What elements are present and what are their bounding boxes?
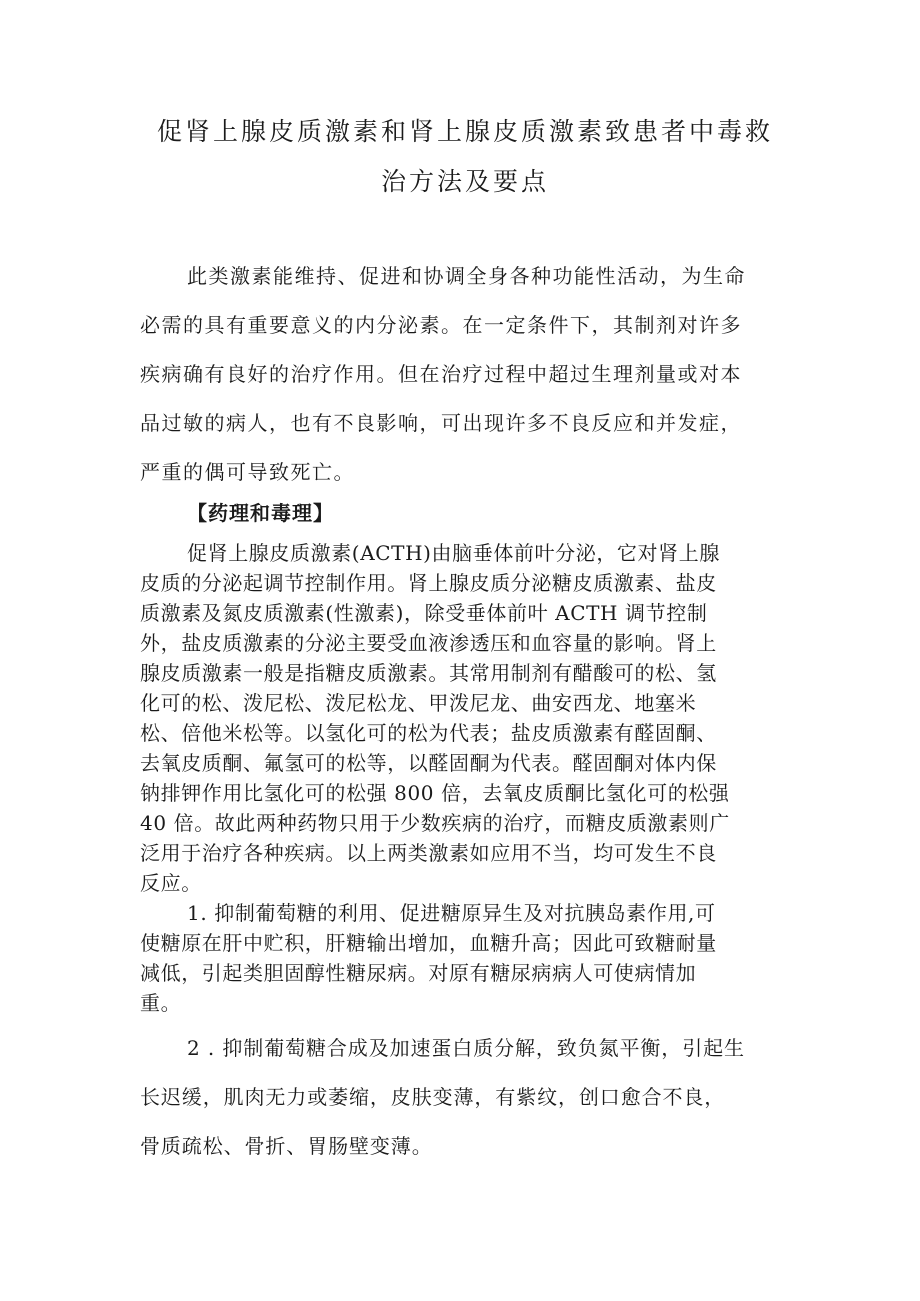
pharm-line: 化可的松、泼尼松、泼尼松龙、甲泼尼龙、曲安西龙、地塞米 [140, 691, 697, 715]
intro-line: 此类激素能维持、促进和协调全身各种功能性活动，为生命 [187, 264, 746, 288]
pharm-line: 去氧皮质酮、氟氢可的松等，以醛固酮为代表。醛固酮对体内保 [140, 751, 717, 775]
item1-line: 1. 抑制葡萄糖的利用、促进糖原异生及对抗胰岛素作用,可 [187, 901, 716, 925]
title-line-2: 治方法及要点 [380, 167, 549, 196]
item2-line: 骨质疏松、骨折、胃肠壁变薄。 [140, 1134, 433, 1158]
item2-line: 2 . 抑制葡萄糖合成及加速蛋白质分解，致负氮平衡，引起生 [187, 1036, 745, 1060]
pharm-line: 松、倍他米松等。以氢化可的松为代表；盐皮质激素有醛固酮、 [140, 721, 717, 745]
pharm-line: 外，盐皮质激素的分泌主要受血液渗透压和血容量的影响。肾上 [140, 631, 717, 655]
item1-line: 重。 [140, 991, 182, 1015]
pharm-line: 皮质的分泌起调节控制作用。肾上腺皮质分泌糖皮质激素、盐皮 [140, 571, 717, 595]
intro-line: 品过敏的病人，也有不良影响，可出现许多不良反应和并发症， [140, 411, 742, 435]
intro-line: 严重的偶可导致死亡。 [140, 460, 355, 484]
pharm-line: 反应。 [140, 871, 202, 895]
intro-line: 疾病确有良好的治疗作用。但在治疗过程中超过生理剂量或对本 [140, 362, 742, 386]
pharm-line: 泛用于治疗各种疾病。以上两类激素如应用不当，均可发生不良 [140, 841, 717, 865]
pharm-line: 质激素及氮皮质激素(性激素)，除受垂体前叶 ACTH 调节控制 [140, 601, 708, 625]
title-line-1: 促肾上腺皮质激素和肾上腺皮质激素致患者中毒救 [156, 117, 773, 146]
pharm-line: 腺皮质激素一般是指糖皮质激素。其常用制剂有醋酸可的松、氢 [140, 661, 717, 685]
section-heading: 【药理和毒理】 [187, 501, 334, 525]
item1-line: 减低，引起类胆固醇性糖尿病。对原有糖尿病病人可使病情加 [140, 961, 697, 985]
item1-line: 使糖原在肝中贮积，肝糖输出增加，血糖升高；因此可致糖耐量 [140, 931, 717, 955]
document-title [140, 107, 790, 207]
item2-line: 长迟缓，肌肉无力或萎缩，皮肤变薄，有紫纹，创口愈合不良， [140, 1085, 726, 1109]
pharm-line: 促肾上腺皮质激素(ACTH)由脑垂体前叶分泌，它对肾上腺 [187, 541, 720, 565]
pharm-line: 钠排钾作用比氢化可的松强 800 倍，去氧皮质酮比氢化可的松强 [140, 781, 730, 805]
pharm-line: 40 倍。故此两种药物只用于少数疾病的治疗，而糖皮质激素则广 [140, 811, 730, 835]
intro-line: 必需的具有重要意义的内分泌素。在一定条件下，其制剂对许多 [140, 313, 742, 337]
